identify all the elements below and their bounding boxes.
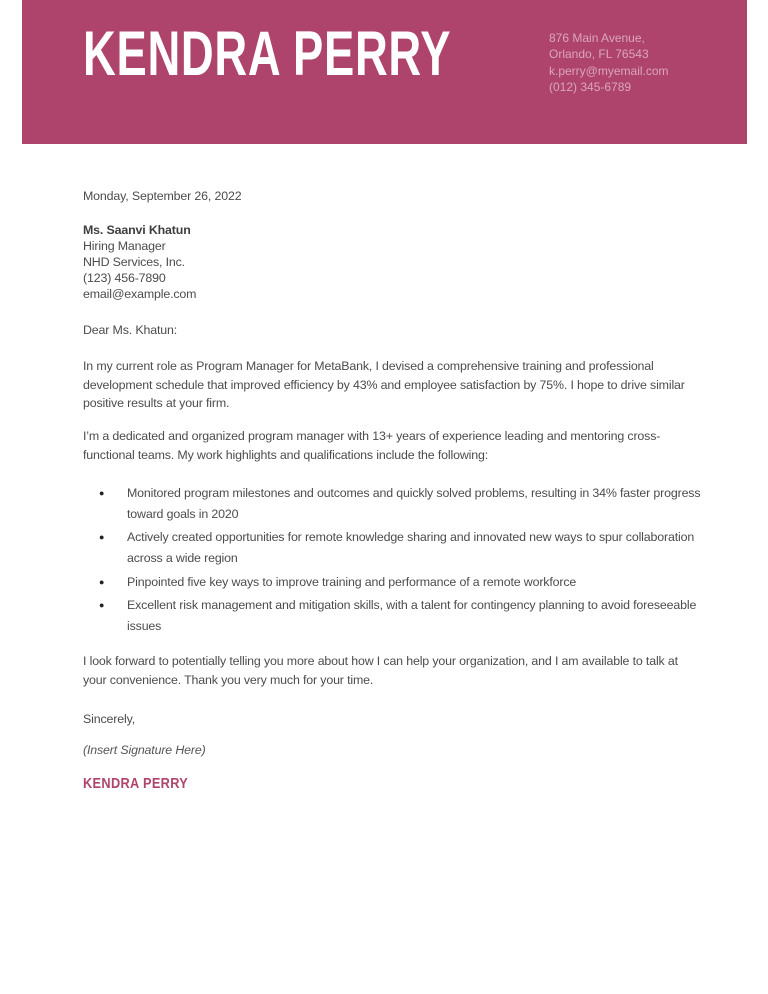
list-item xyxy=(83,572,703,593)
recipient-phone: (123) 456-7890 xyxy=(83,271,166,286)
paragraph-summary: I’m a dedicated and organized program manager with 13+ years of experience leading and mentoring cross-functional teams. My work highlights and qualifications include the following: xyxy=(83,428,661,462)
bullet-icon: ● xyxy=(99,600,105,611)
contact-address-line2: Orlando, FL 76543 xyxy=(549,47,649,62)
closing-paragraph: I look forward to potentially telling you more about how I can help your organization, and I am available to talk at your convenience. Thank you very much for your time. xyxy=(83,654,678,687)
contact-phone: (012) 345-6789 xyxy=(549,79,632,94)
recipient-name: Ms. Saanvi Khatun xyxy=(83,222,191,237)
bullet-text: Actively created opportunities for remote knowledge sharing and innovated new ways to spur collaboration across a wide region xyxy=(127,530,695,565)
header-band xyxy=(22,0,747,144)
recipient-company: NHD Services, Inc. xyxy=(83,255,185,269)
greeting: Dear Ms. Khatun: xyxy=(83,322,178,337)
bullet-icon: ● xyxy=(99,488,105,499)
paragraph-intro: In my current role as Program Manager for MetaBank, I devised a comprehensive training and professional development schedule that improved efficiency by 43% and employee satisfaction by 75%. I hope to drive similar positive results at your firm. xyxy=(83,359,685,411)
recipient-block xyxy=(83,222,703,303)
letter-body xyxy=(83,187,703,793)
letter-date: Monday, September 26, 2022 xyxy=(83,189,242,203)
bullet-icon: ● xyxy=(99,576,105,587)
list-item xyxy=(83,527,703,568)
bullet-text: Excellent risk management and mitigation skills, with a talent for contingency planning to avoid foreseeable issues xyxy=(127,598,697,633)
header-name: KENDRA PERRY xyxy=(83,19,452,89)
valediction: Sincerely, xyxy=(83,711,135,726)
contact-address-line1: 876 Main Avenue, xyxy=(549,31,645,45)
list-item xyxy=(83,595,703,636)
highlights-list xyxy=(83,483,703,636)
signature-placeholder: (Insert Signature Here) xyxy=(83,743,206,758)
contact-email: k.perry@myemail.com xyxy=(549,63,669,78)
bullet-icon: ● xyxy=(99,532,105,543)
bullet-text: Monitored program milestones and outcomes and quickly solved problems, resulting in 34% faster progress toward goals in 2020 xyxy=(127,486,701,521)
list-item xyxy=(83,483,703,524)
bullet-text: Pinpointed five key ways to improve training and performance of a remote workforce xyxy=(127,574,577,589)
header-contact-block xyxy=(549,30,669,95)
signature-name: KENDRA PERRY xyxy=(83,774,189,792)
recipient-title: Hiring Manager xyxy=(83,238,166,253)
recipient-email: email@example.com xyxy=(83,287,197,302)
